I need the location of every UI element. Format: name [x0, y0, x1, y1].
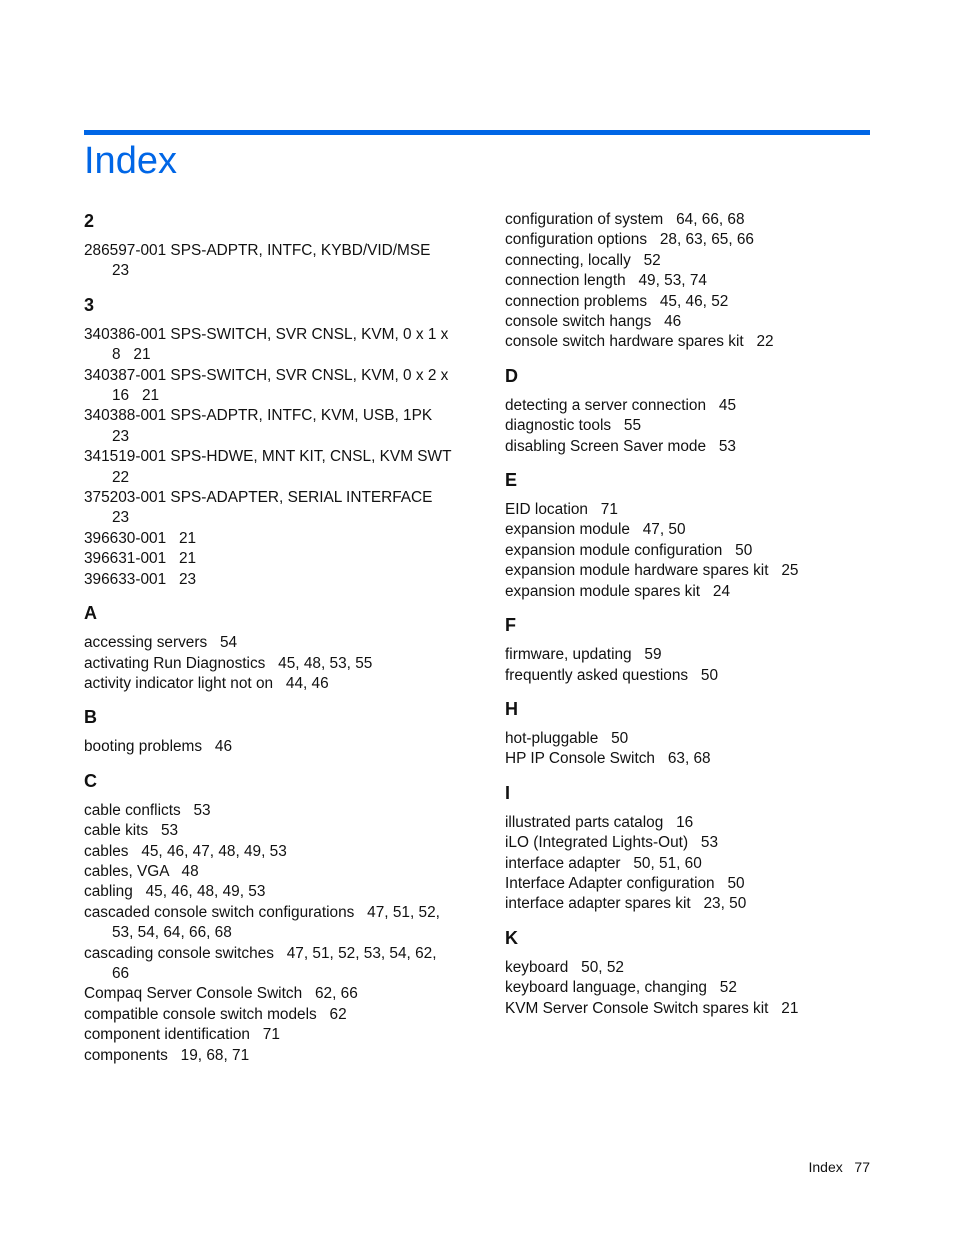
index-entry: Interface Adapter configuration 50: [505, 874, 745, 892]
index-column-left: [84, 210, 465, 1078]
index-section-continued: [505, 210, 875, 353]
index-section: [505, 927, 875, 1019]
index-entry: cable conflicts 53: [84, 801, 211, 819]
index-entry: 340388-001 SPS-ADPTR, INTFC, KVM, USB, 1PK 23: [84, 407, 445, 445]
index-entry: connection length 49, 53, 74: [505, 272, 707, 290]
index-entry: console switch hardware spares kit 22: [505, 333, 774, 351]
page-footer: [809, 1158, 871, 1176]
index-section: [505, 365, 875, 457]
index-entry: cascaded console switch configurations 47, 51, 52, 53, 54, 64, 66, 68: [84, 903, 445, 942]
entry-list: [84, 241, 454, 282]
index-entry: iLO (Integrated Lights-Out) 53: [505, 834, 719, 852]
entry-list: [505, 500, 875, 602]
index-section: [505, 698, 875, 770]
entry-list: [505, 210, 875, 353]
entry-list: [505, 729, 875, 770]
section-letter: C: [84, 770, 97, 791]
index-entry: firmware, updating 59: [505, 646, 662, 664]
index-entry: 340386-001 SPS-SWITCH, SVR CNSL, KVM, 0 x 1 x 8 21: [84, 325, 453, 364]
index-column-right: [505, 210, 875, 1031]
index-entry: console switch hangs 46: [505, 313, 682, 331]
index-section: [505, 469, 875, 602]
entry-list: [84, 737, 454, 757]
index-entry: 396633-001 23: [84, 570, 197, 588]
index-section: [84, 706, 454, 757]
index-entry: 396631-001 21: [84, 550, 197, 568]
index-entry: hot-pluggable 50: [505, 729, 629, 747]
index-entry: cascading console switches 47, 51, 52, 53, 54, 62, 66: [84, 944, 441, 982]
index-section: [84, 602, 454, 694]
index-entry: 375203-001 SPS-ADAPTER, SERIAL INTERFACE 23: [84, 489, 446, 527]
index-entry: 340387-001 SPS-SWITCH, SVR CNSL, KVM, 0 x 2 x 16 21: [84, 366, 453, 405]
index-entry: interface adapter spares kit 23, 50: [505, 895, 747, 913]
footer-label: Index: [808, 1159, 843, 1175]
index-entry: components 19, 68, 71: [84, 1046, 250, 1064]
entry-list: [84, 801, 454, 1066]
section-letter: E: [505, 470, 518, 491]
entry-list: [84, 633, 454, 694]
index-entry: expansion module spares kit 24: [505, 582, 731, 600]
index-entry: configuration of system 64, 66, 68: [505, 211, 745, 228]
index-entry: cables 45, 46, 47, 48, 49, 53: [84, 842, 287, 860]
entry-list: [505, 958, 875, 1019]
index-section: [84, 770, 454, 1066]
section-letter: A: [84, 603, 97, 624]
index-entry: EID location 71: [505, 501, 618, 519]
section-letter: F: [505, 615, 516, 636]
index-entry: cabling 45, 46, 48, 49, 53: [84, 883, 266, 901]
index-entry: expansion module configuration 50: [505, 541, 753, 559]
index-entry: disabling Screen Saver mode 53: [505, 437, 736, 455]
section-letter: B: [84, 707, 97, 728]
index-entry: expansion module 47, 50: [505, 521, 686, 539]
index-entry: component identification 71: [84, 1026, 280, 1044]
index-entry: cable kits 53: [84, 822, 179, 840]
index-entry: frequently asked questions 50: [505, 666, 719, 684]
index-entry: diagnostic tools 55: [505, 417, 642, 435]
index-section: [84, 210, 454, 282]
index-entry: interface adapter 50, 51, 60: [505, 854, 702, 872]
index-entry: accessing servers 54: [84, 634, 238, 652]
index-section: [505, 782, 875, 915]
index-entry: 286597-001 SPS-ADPTR, INTFC, KYBD/VID/MSE 23: [84, 242, 444, 280]
index-entry: illustrated parts catalog 16: [505, 813, 694, 831]
index-entry: cables, VGA 48: [84, 862, 199, 880]
index-entry: expansion module hardware spares kit 25: [505, 562, 799, 580]
index-section: [505, 614, 875, 686]
index-entry: keyboard language, changing 52: [505, 979, 737, 997]
page-number: 77: [854, 1159, 870, 1175]
index-entry: Compaq Server Console Switch 62, 66: [84, 985, 358, 1003]
section-letter: 2: [84, 211, 95, 231]
index-entry: keyboard 50, 52: [505, 958, 624, 976]
index-entry: 396630-001 21: [84, 529, 197, 547]
header-rule: [84, 130, 870, 135]
entry-list: [505, 645, 875, 686]
index-section: [84, 294, 465, 590]
index-entry: activity indicator light not on 44, 46: [84, 674, 329, 692]
index-entry: KVM Server Console Switch spares kit 21: [505, 999, 799, 1017]
index-entry: configuration options 28, 63, 65, 66: [505, 231, 754, 249]
entry-list: [84, 325, 465, 590]
index-entry: compatible console switch models 62: [84, 1005, 347, 1023]
index-entry: HP IP Console Switch 63, 68: [505, 750, 711, 768]
entry-list: [505, 813, 875, 915]
index-entry: booting problems 46: [84, 738, 233, 756]
section-letter: K: [505, 927, 518, 948]
section-letter: I: [505, 782, 511, 803]
page-title: Index: [84, 140, 177, 182]
entry-list: [505, 396, 875, 457]
index-entry: connecting, locally 52: [505, 251, 661, 269]
section-letter: D: [505, 365, 518, 386]
index-entry: connection problems 45, 46, 52: [505, 292, 729, 310]
index-entry: detecting a server connection 45: [505, 396, 737, 414]
section-letter: 3: [84, 294, 95, 315]
index-entry: activating Run Diagnostics 45, 48, 53, 55: [84, 654, 373, 672]
section-letter: H: [505, 698, 518, 719]
index-entry: 341519-001 SPS-HDWE, MNT KIT, CNSL, KVM SWT 22: [84, 448, 465, 486]
